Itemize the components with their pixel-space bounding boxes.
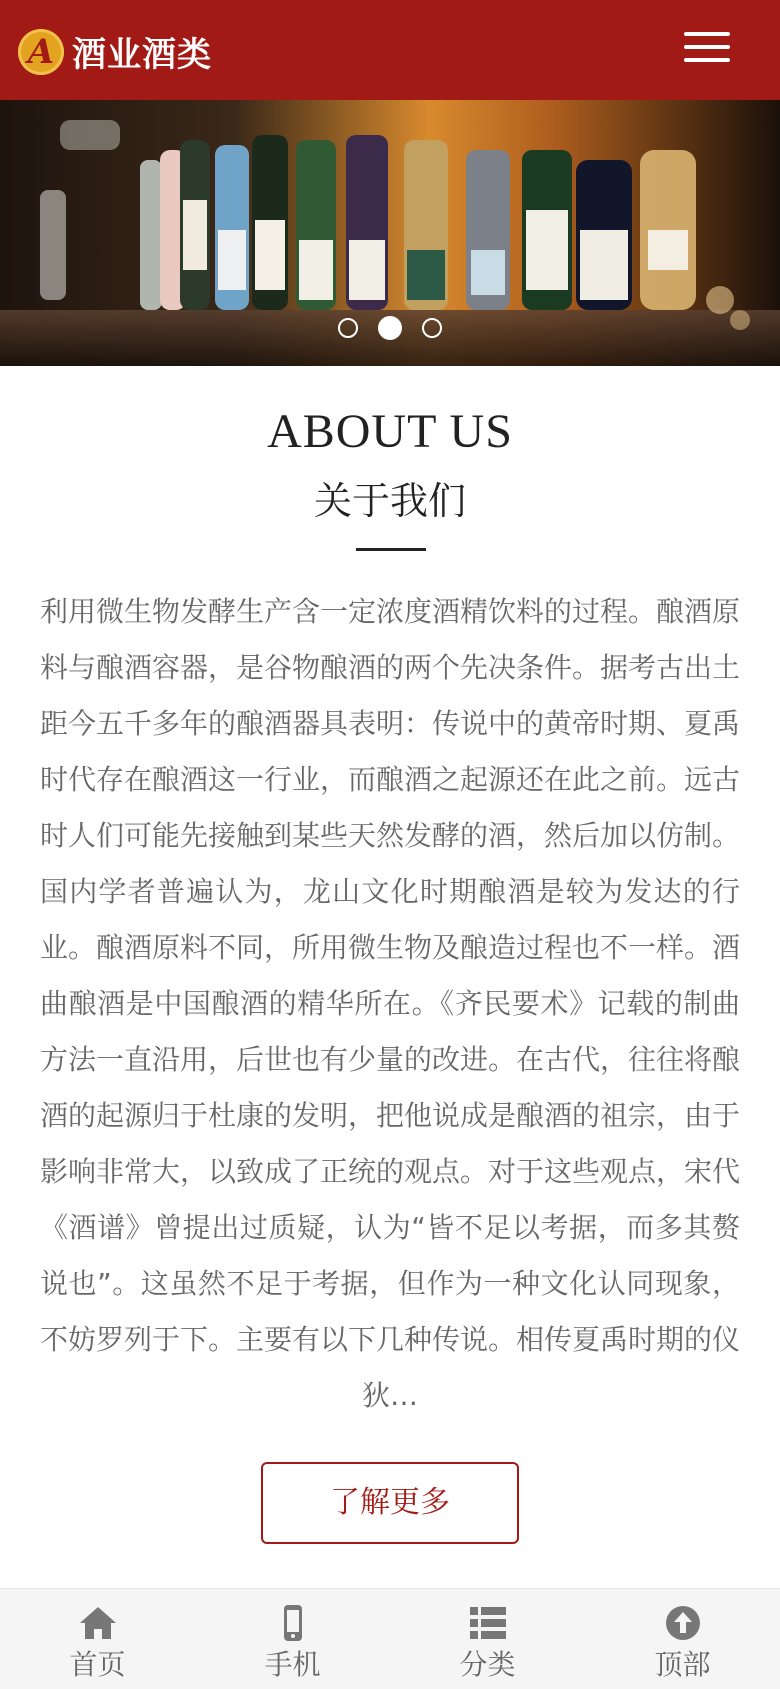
bottom-nav [0, 1588, 780, 1689]
about-body-tail: 狄… [361, 1379, 418, 1412]
carousel-dot[interactable] [422, 318, 442, 338]
logo-icon [18, 29, 64, 75]
carousel-dot[interactable] [338, 318, 358, 338]
menu-bar [684, 45, 730, 49]
carousel-dot-active[interactable] [378, 316, 402, 340]
carousel-dots [0, 318, 780, 340]
nav-item-mobile[interactable] [195, 1589, 390, 1689]
nav-item-home[interactable] [0, 1589, 195, 1689]
about-text [40, 584, 740, 1424]
hamburger-menu-icon[interactable] [684, 30, 730, 64]
home-icon [78, 1603, 118, 1643]
menu-bar [684, 32, 730, 36]
about-title: ABOUT US [267, 405, 513, 458]
banner-carousel[interactable] [0, 100, 780, 366]
learn-more-button[interactable]: 了解更多 [261, 1462, 519, 1544]
nav-label: 首页 [69, 1648, 126, 1681]
nav-label: 分类 [459, 1648, 516, 1681]
nav-item-top[interactable] [585, 1589, 780, 1689]
about-subtitle: 关于我们 [313, 479, 466, 523]
logo-text: 酒业酒类 [72, 35, 212, 75]
header [0, 0, 780, 100]
list-icon [468, 1603, 508, 1643]
nav-item-category[interactable] [390, 1589, 585, 1689]
title-divider [356, 548, 426, 551]
nav-label: 手机 [264, 1648, 321, 1681]
menu-bar [684, 58, 730, 62]
mobile-phone-icon [273, 1603, 313, 1643]
logo[interactable] [18, 27, 212, 76]
nav-label: 顶部 [654, 1648, 711, 1681]
about-body: 利用微生物发酵生产含一定浓度酒精饮料的过程。酿酒原料与酿酒容器，是谷物酿酒的两个先决条件。据考古出土距今五千多年的酿酒器具表明：传说中的黄帝时期、夏禹时代存在酿酒这一行业，而酿酒之起源还在此之前。远古时人们可能先接触到某些天然发酵的酒，然后加以仿制。 国内学者普遍认为，龙山文化时期酿酒是较为发达的行业。酿酒原料不同，所用微生物及酿造过程也不一样。酒曲酿酒是中国酿酒的精华所在。《齐民要术》记载的制曲方法一直沿用，后世也有少量的改进。在古代，往往将酿酒的起源归于杜康的发明，把他说成是酿酒的祖宗，由于影响非常大，以致成了正统的观点。对于这些观点，宋代《酒谱》曾提出过质疑，认为“皆不足以考据，而多其赘说也”。这虽然不足于考据，但作为一种文化认同现象，不妨罗列于下。主要有以下几种传说。相传夏禹时期的仪 [40, 595, 741, 1356]
arrow-up-circle-icon [663, 1603, 703, 1643]
